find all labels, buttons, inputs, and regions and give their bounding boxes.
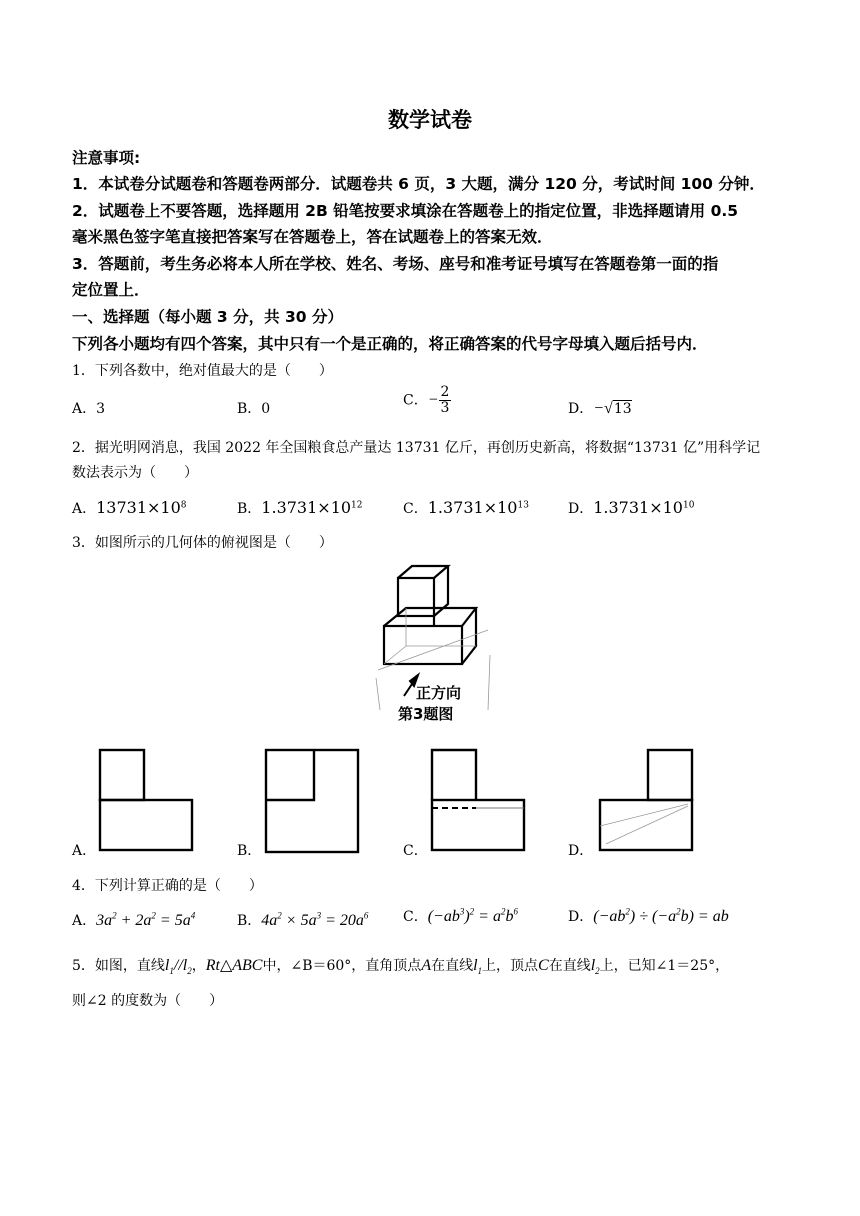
notice-item-2-cont: 毫米黑色签字笔直接把答案写在答题卷上，答在试题卷上的答案无效．: [72, 228, 553, 246]
q3-option-c: C．: [403, 843, 428, 859]
q2-b-exponent: 12: [351, 500, 363, 511]
q4-stem: 4．下列计算正确的是（ ）: [72, 878, 263, 894]
q1-d-radicand: 13: [613, 401, 632, 417]
q1-c-denominator: 3: [440, 400, 450, 416]
notice-item-3-cont: 定位置上．: [72, 281, 150, 299]
q4-d-label: D．: [568, 909, 594, 925]
q2-option-c: [403, 498, 529, 518]
q3-figure-caption: 第3题图: [398, 705, 454, 723]
q2-b-value: 1.3731×10: [261, 498, 352, 517]
notice-item-3: 3．答题前，考生务必将本人所在学校、姓名、考场、座号和准考证号填写在答题卷第一面的指: [72, 255, 719, 273]
q2-d-value: 1.3731×10: [593, 498, 683, 517]
q5-text-d: 在直线: [431, 958, 474, 974]
q5-line2: 则∠2 的度数为（ ）: [72, 993, 224, 1009]
q2-option-d: [568, 498, 694, 518]
q4-option-c: [403, 906, 518, 926]
q1-option-d-label: D．: [568, 401, 594, 417]
q5-line1: [72, 955, 729, 976]
q3-direction-label: 正方向: [416, 684, 462, 702]
q3-stem: 3．如图所示的几何体的俯视图是（ ）: [72, 535, 333, 551]
q1-option-a: A．3: [72, 401, 106, 417]
q5-text-a: 5．如图，直线: [72, 958, 165, 974]
q2-a-label: A．: [72, 501, 97, 517]
q4-b-expression: $4a^2 \times 5a^3 = 20a^6$: [261, 910, 369, 929]
q5-vertex-c: C: [538, 957, 549, 974]
q4-c-expression: $(-ab^3)^2 = a^2b^6$: [427, 906, 518, 925]
q5-text-g: 上，已知∠1＝25°，: [599, 958, 730, 974]
q2-c-label: C．: [403, 501, 428, 517]
q2-stem-line2: 数法表示为（ ）: [72, 465, 198, 481]
q3-option-d-figure: [596, 746, 696, 854]
q4-a-label: A．: [72, 913, 97, 929]
q1-option-c: C．− $\frac{2}{3}$: [403, 384, 450, 416]
q3-option-b-figure: [262, 746, 364, 858]
notice-heading: 注意事项:: [72, 149, 141, 167]
q4-d-expression: $(-ab^2) \div (-a^2b)$ = ab: [593, 906, 729, 925]
notice-item-2: 2．试题卷上不要答题，选择题用 2B 铅笔按要求填涂在答题卷上的指定位置，非选择题请用 0.5: [72, 202, 739, 220]
q5-text-b: ，: [191, 958, 206, 974]
q3-option-b: B．: [237, 843, 262, 859]
q5-triangle: Rt△ABC: [205, 957, 263, 974]
q2-d-exponent: 10: [682, 500, 695, 511]
q2-a-exponent: 8: [180, 500, 187, 511]
section-instruction: 下列各小题均有四个答案，其中只有一个是正确的，将正确答案的代号字母填入题后括号内．: [72, 335, 708, 353]
q4-a-expression: $3a^2 + 2a^2 = 5a^4$: [96, 910, 196, 929]
q1-option-c-label: C．: [403, 392, 428, 409]
q2-stem-line1: 2．据光明网消息，我国 2022 年全国粮食总产量达 13731 亿斤，再创历史新高，将数据“13731 亿”用科学记: [72, 440, 761, 456]
q4-option-d: [568, 906, 729, 926]
q2-option-b: [237, 498, 363, 518]
q5-text-c: 中，∠B＝60°，直角顶点: [262, 958, 422, 974]
q3-option-a: A．: [72, 843, 97, 859]
q4-option-b: [237, 910, 368, 930]
q2-option-a: [72, 498, 187, 518]
q5-l1-parallel-l2: $l_1//l_2$: [164, 957, 192, 977]
notice-item-1: 1．本试卷分试题卷和答题卷两部分．试题卷共 6 页，3 大题，满分 120 分，考试时间 100 分钟．: [72, 175, 765, 193]
q1-c-numerator: 2: [440, 384, 450, 400]
q4-option-a: [72, 910, 195, 930]
q5-text-e: 上，顶点: [482, 958, 539, 974]
q1-option-d: D．−√13: [568, 400, 632, 417]
section-heading: 一、选择题（每小题 3 分，共 30 分）: [72, 308, 343, 326]
q3-option-a-figure: [96, 746, 196, 854]
q5-text-f: 在直线: [548, 958, 591, 974]
q5-line-l2: $l_2$: [590, 957, 600, 977]
q5-vertex-a: A: [421, 957, 432, 974]
q4-b-label: B．: [237, 913, 262, 929]
page-title: 数学试卷: [388, 108, 472, 132]
q2-c-value: 1.3731×10: [427, 498, 518, 517]
q2-d-label: D．: [568, 501, 594, 517]
q3-option-c-figure: [428, 746, 528, 854]
q2-b-label: B．: [237, 501, 262, 517]
q4-c-label: C．: [403, 909, 428, 925]
q1-stem: 1．下列各数中，绝对值最大的是（ ）: [72, 363, 333, 379]
q1-option-b: B．0: [237, 401, 271, 417]
q5-line-l1: $l_1$: [473, 957, 483, 977]
q3-option-d: D．: [568, 843, 594, 859]
q2-a-value: 13731×10: [96, 498, 181, 517]
q2-c-exponent: 13: [517, 500, 529, 511]
q1-option-c-fraction: [439, 385, 452, 416]
